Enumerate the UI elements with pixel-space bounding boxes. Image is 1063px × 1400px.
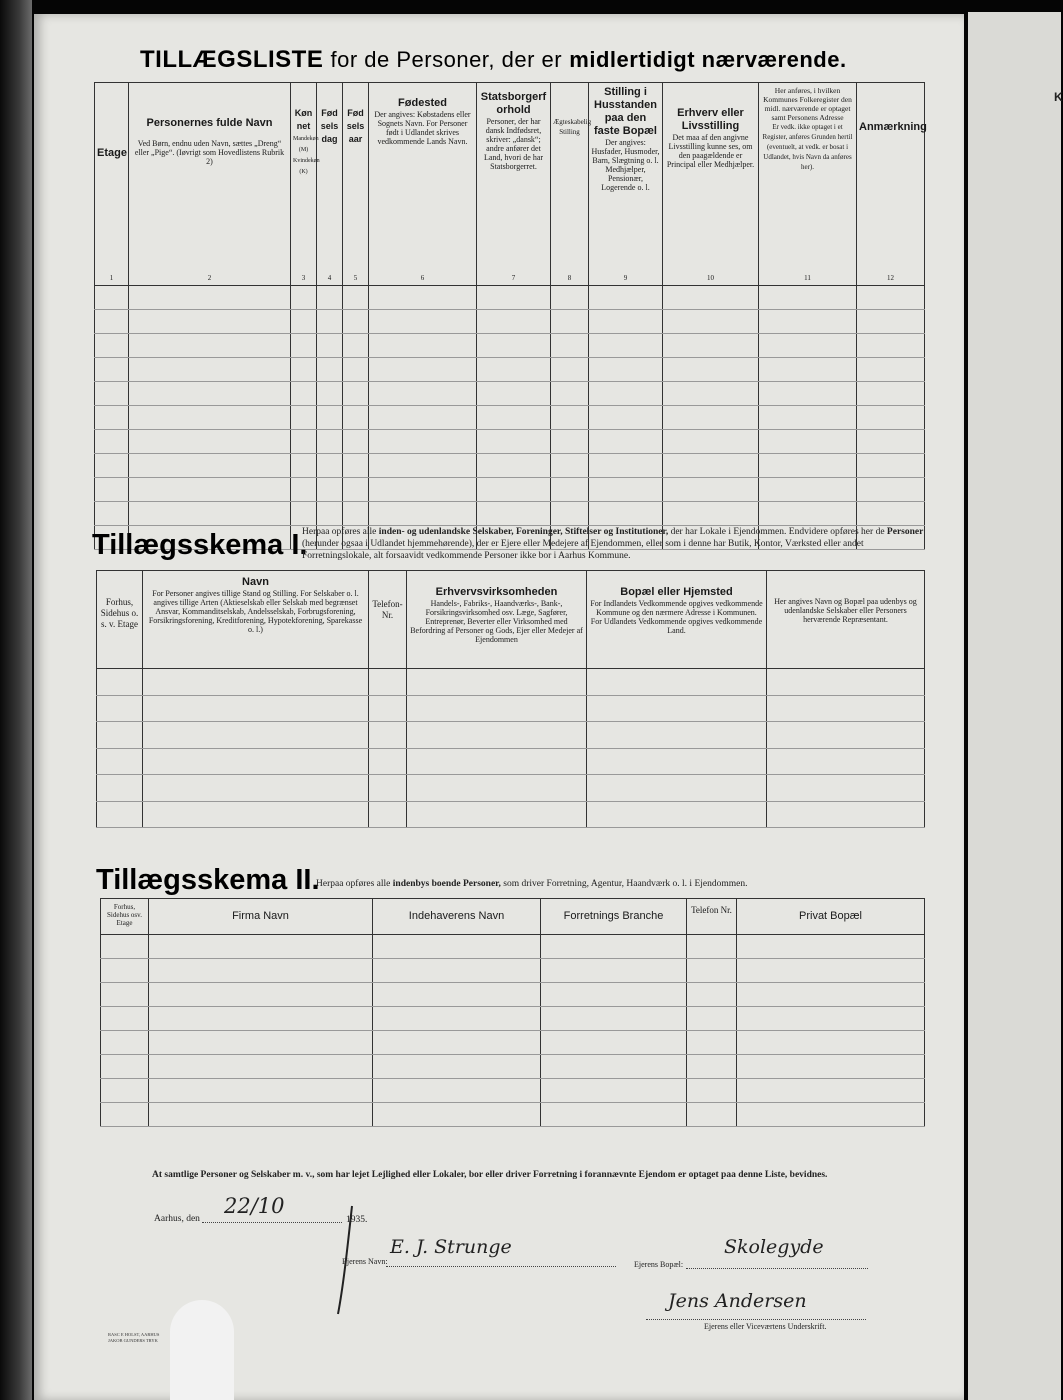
table-cell[interactable] bbox=[143, 775, 369, 802]
table-cell[interactable] bbox=[587, 669, 767, 696]
table-cell[interactable] bbox=[317, 382, 343, 406]
page-title bbox=[140, 46, 847, 74]
table-cell[interactable] bbox=[101, 983, 149, 1007]
table-cell[interactable] bbox=[589, 478, 663, 502]
table-cell[interactable] bbox=[759, 334, 857, 358]
date-line bbox=[202, 1222, 342, 1223]
table-row bbox=[97, 722, 925, 749]
table-cell[interactable] bbox=[317, 334, 343, 358]
table-cell[interactable] bbox=[541, 1031, 687, 1055]
caretaker-signature: Jens Andersen bbox=[668, 1290, 807, 1312]
table-cell[interactable] bbox=[369, 286, 477, 310]
table-cell[interactable] bbox=[317, 502, 343, 526]
col-statsborgerforhold: Statsborgerforhold Personer, der har dansk Indfødsret, skriver: „dansk“; andre anfører det Land, hvori de har Statsborgerret. 7 bbox=[477, 83, 551, 286]
table-cell[interactable] bbox=[587, 801, 767, 828]
table-cell[interactable] bbox=[857, 334, 925, 358]
table-cell[interactable] bbox=[477, 502, 551, 526]
table-cell[interactable] bbox=[589, 502, 663, 526]
s1-col-navn: Navn For Personer angives tillige Stand og Stilling. For Selskaber o. l. angives tillige Arten (Aktieselskab eller Selskab med begrænset Ansvar, Kommanditselskab, Andelsselskab, Forbrugsforening, Forsikringsforening, Kreditforening, Hypotekforening, Sparekasse o. l.) bbox=[143, 571, 369, 669]
table-cell[interactable] bbox=[759, 358, 857, 382]
s2-col-firma: Firma Navn bbox=[149, 899, 373, 935]
table-cell[interactable] bbox=[477, 406, 551, 430]
table-cell[interactable] bbox=[291, 310, 317, 334]
table-cell[interactable] bbox=[857, 310, 925, 334]
table-cell[interactable] bbox=[343, 382, 369, 406]
table-cell[interactable] bbox=[97, 722, 143, 749]
table-cell[interactable] bbox=[343, 454, 369, 478]
table-cell[interactable] bbox=[857, 406, 925, 430]
table-cell[interactable] bbox=[759, 310, 857, 334]
table-cell[interactable] bbox=[737, 1079, 925, 1103]
table-row bbox=[95, 334, 925, 358]
table-cell[interactable] bbox=[663, 478, 759, 502]
title-mid: for de Personer, der er bbox=[330, 47, 563, 72]
table-cell[interactable] bbox=[663, 358, 759, 382]
s2-col-branche: Forretnings Branche bbox=[541, 899, 687, 935]
table-cell[interactable] bbox=[129, 310, 291, 334]
schema2-header-row bbox=[101, 899, 925, 935]
schema1-table bbox=[96, 570, 925, 828]
table-cell[interactable] bbox=[373, 983, 541, 1007]
table-cell[interactable] bbox=[369, 801, 407, 828]
table-cell[interactable] bbox=[129, 430, 291, 454]
table-cell[interactable] bbox=[589, 406, 663, 430]
table-cell[interactable] bbox=[369, 430, 477, 454]
table-cell[interactable] bbox=[149, 935, 373, 959]
adjacent-page-letter: K bbox=[1054, 90, 1063, 104]
table-cell[interactable] bbox=[687, 1031, 737, 1055]
table-row bbox=[97, 669, 925, 696]
table-cell[interactable] bbox=[551, 478, 589, 502]
table-cell[interactable] bbox=[767, 669, 925, 696]
table-cell[interactable] bbox=[477, 430, 551, 454]
table-cell[interactable] bbox=[129, 286, 291, 310]
table-cell[interactable] bbox=[737, 1031, 925, 1055]
table-cell[interactable] bbox=[369, 669, 407, 696]
table-cell[interactable] bbox=[129, 502, 291, 526]
table-cell[interactable] bbox=[589, 454, 663, 478]
printer-imprint: RASC E HOLST, AARHUS JAKOB GUNDERS TRYK bbox=[108, 1332, 160, 1343]
table-cell[interactable] bbox=[291, 430, 317, 454]
table-cell[interactable] bbox=[737, 959, 925, 983]
table-cell[interactable] bbox=[291, 286, 317, 310]
table-cell[interactable] bbox=[317, 478, 343, 502]
table-cell[interactable] bbox=[95, 358, 129, 382]
table-cell[interactable] bbox=[97, 775, 143, 802]
col-erhverv: Erhverv eller Livsstilling Det maa af den angivne Livsstilling kunne ses, om den paagældende er Principal eller Medhjælper. 10 bbox=[663, 83, 759, 286]
table-cell[interactable] bbox=[95, 406, 129, 430]
book-binding bbox=[0, 0, 32, 1400]
table-cell[interactable] bbox=[343, 406, 369, 430]
table-cell[interactable] bbox=[589, 358, 663, 382]
table-cell[interactable] bbox=[407, 669, 587, 696]
table-cell[interactable] bbox=[687, 959, 737, 983]
table-cell[interactable] bbox=[551, 382, 589, 406]
table-row bbox=[95, 454, 925, 478]
owner-address-label: Ejerens Bopæl: bbox=[634, 1260, 684, 1269]
tillaegsliste-table bbox=[94, 82, 925, 550]
table-row bbox=[95, 406, 925, 430]
table-cell[interactable] bbox=[663, 406, 759, 430]
table-cell[interactable] bbox=[551, 358, 589, 382]
table-cell[interactable] bbox=[767, 801, 925, 828]
table-cell[interactable] bbox=[343, 358, 369, 382]
table-row bbox=[95, 358, 925, 382]
table-cell[interactable] bbox=[767, 722, 925, 749]
table-cell[interactable] bbox=[589, 334, 663, 358]
table-cell[interactable] bbox=[95, 478, 129, 502]
table-row bbox=[97, 801, 925, 828]
table-cell[interactable] bbox=[589, 310, 663, 334]
table-cell[interactable] bbox=[369, 478, 477, 502]
table-cell[interactable] bbox=[101, 1103, 149, 1127]
table-cell[interactable] bbox=[95, 430, 129, 454]
table-cell[interactable] bbox=[95, 310, 129, 334]
table-cell[interactable] bbox=[737, 983, 925, 1007]
table-row bbox=[97, 748, 925, 775]
table-cell[interactable] bbox=[477, 382, 551, 406]
table-cell[interactable] bbox=[663, 310, 759, 334]
table-cell[interactable] bbox=[587, 748, 767, 775]
table-cell[interactable] bbox=[317, 310, 343, 334]
table-cell[interactable] bbox=[317, 286, 343, 310]
form-page bbox=[34, 14, 964, 1400]
table-cell[interactable] bbox=[857, 358, 925, 382]
table-cell[interactable] bbox=[687, 1103, 737, 1127]
table-row bbox=[101, 983, 925, 1007]
table-cell[interactable] bbox=[101, 1079, 149, 1103]
table-cell[interactable] bbox=[857, 478, 925, 502]
table-cell[interactable] bbox=[149, 1055, 373, 1079]
table-cell[interactable] bbox=[343, 430, 369, 454]
table-cell[interactable] bbox=[149, 1079, 373, 1103]
table-cell[interactable] bbox=[149, 983, 373, 1007]
table-cell[interactable] bbox=[857, 382, 925, 406]
table-cell[interactable] bbox=[317, 454, 343, 478]
table-row bbox=[101, 935, 925, 959]
table-cell[interactable] bbox=[541, 935, 687, 959]
schema1-intro: Herpaa opføres alle inden- og udenlandske Selskaber, Foreninger, Stiftelser og Institutioner, der har Lokale i Ejendommen. Endvidere opføres her de Personer (herunder ogsaa i Udlandet hjemmehørende), der er Ejere eller Medejere af Ejendommen, eller som i denne har Butik, Kontor, Værksted eller andet Forretningslokale, alt forsaavidt vedkommende Personer ikke bor i Aarhus Kommune. bbox=[302, 527, 924, 561]
table-cell[interactable] bbox=[343, 334, 369, 358]
table-cell[interactable] bbox=[373, 1079, 541, 1103]
table-row bbox=[95, 310, 925, 334]
table-cell[interactable] bbox=[857, 454, 925, 478]
table-row bbox=[101, 1103, 925, 1127]
table-row bbox=[95, 430, 925, 454]
table-cell[interactable] bbox=[759, 454, 857, 478]
table-cell[interactable] bbox=[369, 722, 407, 749]
schema1-header-row bbox=[97, 571, 925, 669]
table-cell[interactable] bbox=[551, 310, 589, 334]
owner-name-label: Ejerens Navn: bbox=[342, 1257, 388, 1266]
table-cell[interactable] bbox=[687, 1055, 737, 1079]
table-cell[interactable] bbox=[759, 478, 857, 502]
table-cell[interactable] bbox=[369, 310, 477, 334]
table-row bbox=[101, 959, 925, 983]
s1-col-repraesentant: Her angives Navn og Bopæl paa udenbys og udenlandske Selskaber eller Personers herværende Repræsentant. bbox=[767, 571, 925, 669]
table-cell[interactable] bbox=[143, 722, 369, 749]
table-cell[interactable] bbox=[317, 430, 343, 454]
table-cell[interactable] bbox=[143, 695, 369, 722]
table-cell[interactable] bbox=[407, 722, 587, 749]
table-cell[interactable] bbox=[663, 430, 759, 454]
table-cell[interactable] bbox=[373, 1103, 541, 1127]
place-label: Aarhus, den bbox=[154, 1214, 200, 1224]
table-cell[interactable] bbox=[373, 959, 541, 983]
table-row bbox=[95, 502, 925, 526]
table-cell[interactable] bbox=[477, 334, 551, 358]
table-cell[interactable] bbox=[343, 286, 369, 310]
table-cell[interactable] bbox=[101, 1031, 149, 1055]
table-cell[interactable] bbox=[291, 502, 317, 526]
table-cell[interactable] bbox=[129, 478, 291, 502]
table-cell[interactable] bbox=[149, 1007, 373, 1031]
table-header-row bbox=[95, 83, 925, 286]
table-cell[interactable] bbox=[291, 454, 317, 478]
table-row bbox=[95, 286, 925, 310]
table-cell[interactable] bbox=[95, 502, 129, 526]
table-cell[interactable] bbox=[101, 1055, 149, 1079]
table-cell[interactable] bbox=[101, 1007, 149, 1031]
col-aegteskabelig-stilling: Ægteskabelig Stilling 8 bbox=[551, 83, 589, 286]
table-cell[interactable] bbox=[343, 502, 369, 526]
table-cell[interactable] bbox=[95, 382, 129, 406]
table-cell[interactable] bbox=[759, 406, 857, 430]
table-cell[interactable] bbox=[759, 286, 857, 310]
table-cell[interactable] bbox=[407, 775, 587, 802]
table-cell[interactable] bbox=[589, 286, 663, 310]
table-cell[interactable] bbox=[101, 959, 149, 983]
table-cell[interactable] bbox=[149, 1103, 373, 1127]
table-cell[interactable] bbox=[737, 1055, 925, 1079]
table-cell[interactable] bbox=[587, 775, 767, 802]
table-row bbox=[97, 695, 925, 722]
s2-col-etage: Forhus, Sidehus osv. Etage bbox=[101, 899, 149, 935]
table-cell[interactable] bbox=[477, 478, 551, 502]
caretaker-line bbox=[646, 1319, 866, 1320]
s1-col-erhverv: Erhvervsvirksomheden Handels-, Fabriks-, Haandværks-, Bank-, Forsikringsvirksomhed osv. Læge, Sagfører, Entreprenør, Beverter eller Virksomhed med Befordring af Personer og Gods, Ejer eller Medejer af Ejendommen bbox=[407, 571, 587, 669]
table-cell[interactable] bbox=[541, 1007, 687, 1031]
table-cell[interactable] bbox=[551, 502, 589, 526]
table-cell[interactable] bbox=[317, 406, 343, 430]
table-cell[interactable] bbox=[369, 334, 477, 358]
table-cell[interactable] bbox=[291, 406, 317, 430]
table-cell[interactable] bbox=[477, 310, 551, 334]
s1-col-etage: Forhus, Sidehus o. s. v. Etage bbox=[97, 571, 143, 669]
table-cell[interactable] bbox=[291, 478, 317, 502]
table-cell[interactable] bbox=[767, 775, 925, 802]
table-cell[interactable] bbox=[143, 801, 369, 828]
table-cell[interactable] bbox=[551, 286, 589, 310]
schema2-title: Tillægsskema II. bbox=[96, 864, 320, 896]
table-cell[interactable] bbox=[477, 454, 551, 478]
table-cell[interactable] bbox=[149, 959, 373, 983]
s2-col-indehaver: Indehaverens Navn bbox=[373, 899, 541, 935]
s2-col-privat-bopael: Privat Bopæl bbox=[737, 899, 925, 935]
table-cell[interactable] bbox=[369, 502, 477, 526]
col-etage: Etage 1 bbox=[95, 83, 129, 286]
table-cell[interactable] bbox=[407, 801, 587, 828]
table-cell[interactable] bbox=[759, 382, 857, 406]
table-cell[interactable] bbox=[477, 358, 551, 382]
col-anmaerkning: Anmærkning 12 bbox=[857, 83, 925, 286]
page-tab-marker bbox=[170, 1300, 234, 1400]
table-cell[interactable] bbox=[95, 286, 129, 310]
table-row bbox=[95, 382, 925, 406]
table-row bbox=[101, 1055, 925, 1079]
schema2-intro: Herpaa opføres alle indenbys boende Personer, som driver Forretning, Agentur, Haandværk o. l. i Ejendommen. bbox=[316, 879, 748, 889]
date-handwritten: 22/10 bbox=[224, 1194, 285, 1218]
table-cell[interactable] bbox=[407, 695, 587, 722]
table-cell[interactable] bbox=[373, 1007, 541, 1031]
table-cell[interactable] bbox=[129, 454, 291, 478]
table-cell[interactable] bbox=[369, 406, 477, 430]
table-cell[interactable] bbox=[857, 502, 925, 526]
table-row bbox=[101, 1079, 925, 1103]
table-row bbox=[97, 775, 925, 802]
col-koen: Kønnet Mandekøn (M) Kvindekøn (K) 3 bbox=[291, 83, 317, 286]
table-cell[interactable] bbox=[541, 1103, 687, 1127]
table-cell[interactable] bbox=[687, 1007, 737, 1031]
table-cell[interactable] bbox=[291, 334, 317, 358]
table-cell[interactable] bbox=[129, 358, 291, 382]
table-cell[interactable] bbox=[551, 454, 589, 478]
owner-name-line bbox=[386, 1266, 616, 1267]
table-cell[interactable] bbox=[477, 286, 551, 310]
table-cell[interactable] bbox=[373, 935, 541, 959]
table-cell[interactable] bbox=[369, 382, 477, 406]
table-row bbox=[101, 1007, 925, 1031]
col-navn: Personernes fulde Navn Ved Børn, endnu uden Navn, sættes „Dreng“ eller „Pige“. (Iøvrigt som Hovedlistens Rubrik 2) 2 bbox=[129, 83, 291, 286]
attestation-text: At samtlige Personer og Selskaber m. v., som har lejet Lejlighed eller Lokaler, bor eller driver Forretning i forannævnte Ejendom er optaget paa denne Liste, bevidnes. bbox=[152, 1170, 828, 1180]
year-label: 1935. bbox=[346, 1215, 368, 1225]
table-cell[interactable] bbox=[143, 669, 369, 696]
table-cell[interactable] bbox=[97, 695, 143, 722]
table-cell[interactable] bbox=[343, 478, 369, 502]
caretaker-label: Ejerens eller Viceværtens Underskrift. bbox=[704, 1322, 827, 1331]
adjacent-page bbox=[968, 12, 1061, 1400]
schema2-table bbox=[100, 898, 925, 1127]
table-cell[interactable] bbox=[663, 454, 759, 478]
table-cell[interactable] bbox=[129, 334, 291, 358]
table-cell[interactable] bbox=[551, 406, 589, 430]
s2-col-telefon: Telefon Nr. bbox=[687, 899, 737, 935]
table-cell[interactable] bbox=[737, 935, 925, 959]
table-row bbox=[101, 1031, 925, 1055]
table-cell[interactable] bbox=[149, 1031, 373, 1055]
table-cell[interactable] bbox=[541, 1055, 687, 1079]
table-cell[interactable] bbox=[687, 1079, 737, 1103]
col-foedselsdag: Fødselsdag 4 bbox=[317, 83, 343, 286]
table-cell[interactable] bbox=[551, 430, 589, 454]
table-cell[interactable] bbox=[857, 286, 925, 310]
table-cell[interactable] bbox=[101, 935, 149, 959]
col-stilling-i-husstanden: Stilling i Husstanden paa den faste Bopæl Der angives: Husfader, Husmoder, Barn, Slægtning o. l. Medhjælper, Pensionær, Logerende o. l. 9 bbox=[589, 83, 663, 286]
table-cell[interactable] bbox=[663, 382, 759, 406]
owner-name: E. J. Strunge bbox=[390, 1236, 512, 1258]
title-main: TILLÆGSLISTE bbox=[140, 46, 324, 73]
s1-col-bopael: Bopæl eller Hjemsted For Indlandets Vedkommende opgives vedkommende Kommune og den nærmere Adresse i Kommunen. For Udlandets Vedkommende opgives vedkommende Land. bbox=[587, 571, 767, 669]
table-cell[interactable] bbox=[663, 286, 759, 310]
table-cell[interactable] bbox=[291, 382, 317, 406]
table-cell[interactable] bbox=[291, 358, 317, 382]
col-foedested: Fødested Der angives: Købstadens eller Sognets Navn. For Personer født i Udlandet skrives vedkommende Lands Navn. 6 bbox=[369, 83, 477, 286]
table-row bbox=[95, 478, 925, 502]
table-cell[interactable] bbox=[343, 310, 369, 334]
table-cell[interactable] bbox=[373, 1031, 541, 1055]
table-cell[interactable] bbox=[97, 748, 143, 775]
table-cell[interactable] bbox=[587, 695, 767, 722]
owner-address-line bbox=[686, 1268, 868, 1269]
table-cell[interactable] bbox=[129, 382, 291, 406]
table-cell[interactable] bbox=[589, 430, 663, 454]
table-cell[interactable] bbox=[95, 454, 129, 478]
table-cell[interactable] bbox=[97, 669, 143, 696]
col-foedselsaar: Fødselsaar 5 bbox=[343, 83, 369, 286]
table-cell[interactable] bbox=[663, 334, 759, 358]
table-cell[interactable] bbox=[541, 1079, 687, 1103]
table-cell[interactable] bbox=[317, 358, 343, 382]
table-cell[interactable] bbox=[551, 334, 589, 358]
s1-col-telefon: Telefon-Nr. bbox=[369, 571, 407, 669]
table-cell[interactable] bbox=[737, 1007, 925, 1031]
table-cell[interactable] bbox=[759, 502, 857, 526]
owner-address: Skolegyde bbox=[724, 1236, 824, 1258]
table-cell[interactable] bbox=[737, 1103, 925, 1127]
table-cell[interactable] bbox=[369, 358, 477, 382]
table-cell[interactable] bbox=[541, 959, 687, 983]
table-cell[interactable] bbox=[767, 748, 925, 775]
table-cell[interactable] bbox=[129, 406, 291, 430]
table-cell[interactable] bbox=[587, 722, 767, 749]
table-cell[interactable] bbox=[143, 748, 369, 775]
table-cell[interactable] bbox=[97, 801, 143, 828]
title-bold: midlertidigt nærværende. bbox=[569, 47, 847, 72]
table-cell[interactable] bbox=[857, 430, 925, 454]
table-cell[interactable] bbox=[767, 695, 925, 722]
table-cell[interactable] bbox=[369, 775, 407, 802]
table-cell[interactable] bbox=[369, 748, 407, 775]
table-cell[interactable] bbox=[369, 695, 407, 722]
table-cell[interactable] bbox=[687, 935, 737, 959]
table-cell[interactable] bbox=[407, 748, 587, 775]
schema1-title: Tillægsskema I. bbox=[92, 529, 308, 561]
table-cell[interactable] bbox=[95, 334, 129, 358]
table-cell[interactable] bbox=[369, 454, 477, 478]
table-cell[interactable] bbox=[541, 983, 687, 1007]
col-folkeregister: Her anføres, i hvilken Kommunes Folkeregister den midl. nærværende er optaget samt Personens Adresse Er vedk. ikke optaget i et Register, anføres Grunden hertil (eventuelt, at vedk. er bosat i Udlandet, hvis Navn da anføres her). 11 bbox=[759, 83, 857, 286]
table-cell[interactable] bbox=[373, 1055, 541, 1079]
table-cell[interactable] bbox=[589, 382, 663, 406]
table-cell[interactable] bbox=[687, 983, 737, 1007]
table-cell[interactable] bbox=[663, 502, 759, 526]
table-cell[interactable] bbox=[759, 430, 857, 454]
